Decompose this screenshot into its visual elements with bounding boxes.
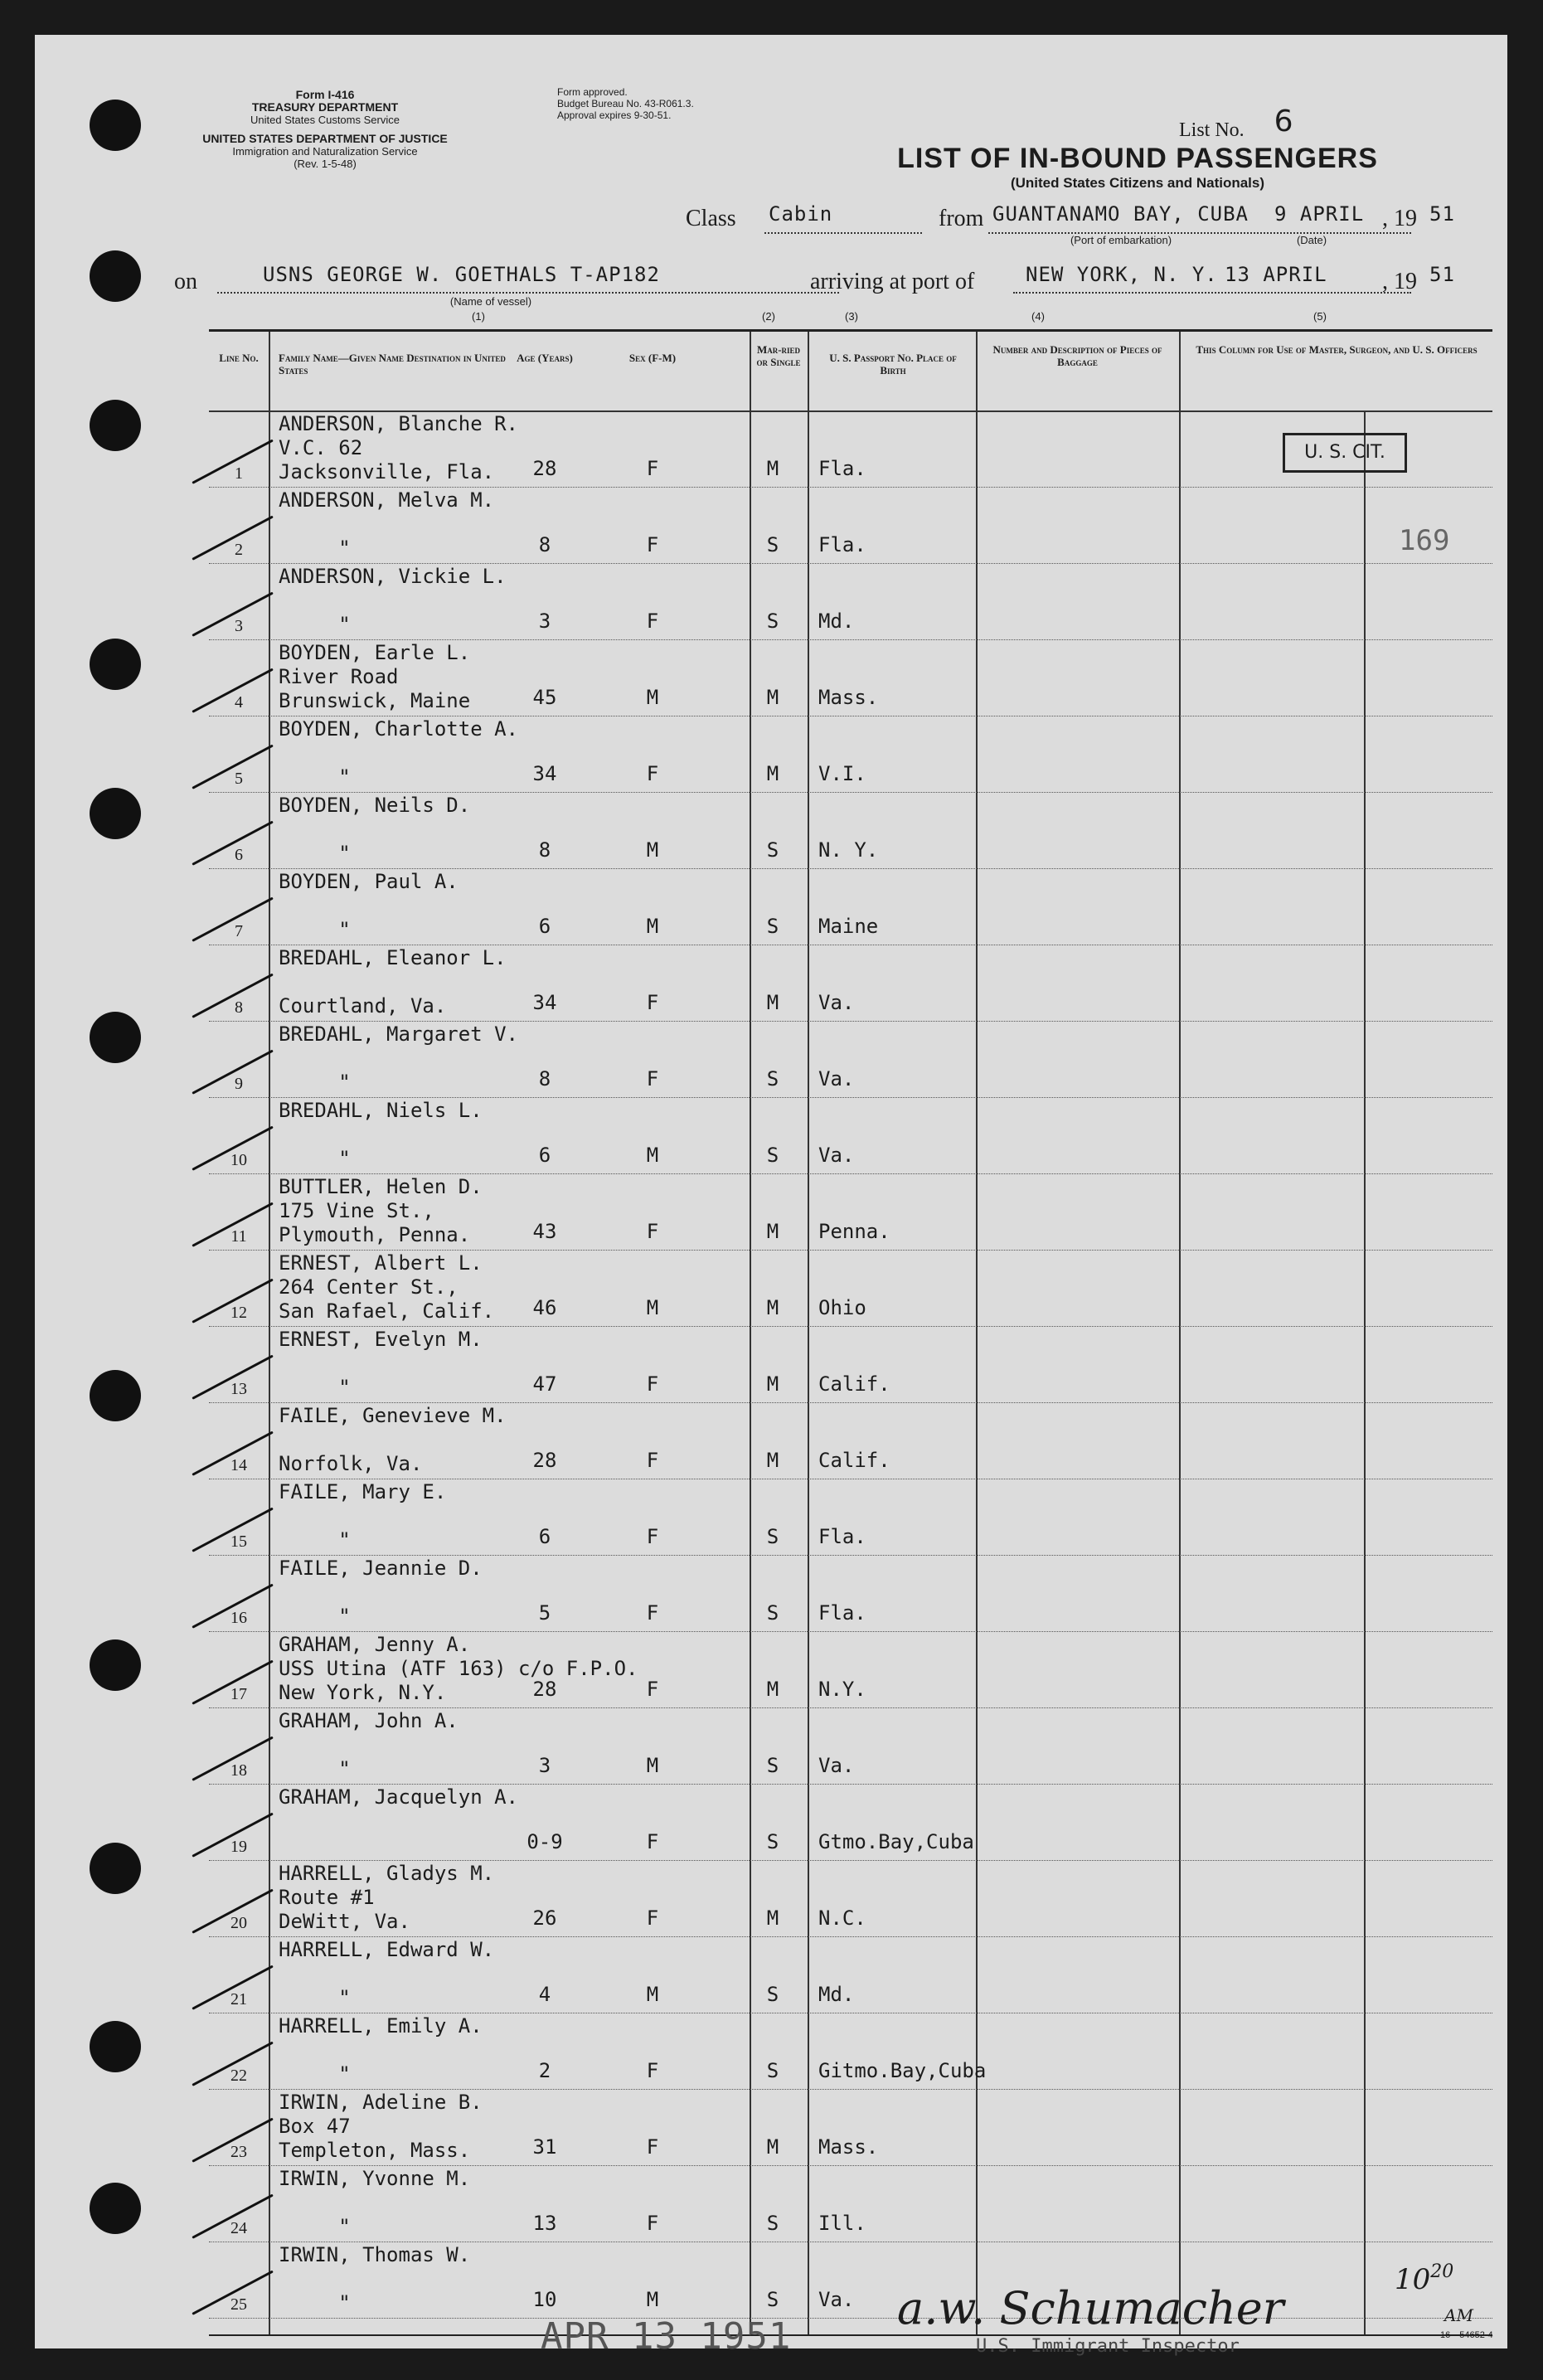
table-row xyxy=(209,1784,1492,1860)
age-cell: 0-9 xyxy=(526,1830,563,1853)
age-cell: 8 xyxy=(538,838,551,862)
subtitle-text: (United States Citizens and Nationals) xyxy=(1010,175,1265,191)
age-cell: 26 xyxy=(532,1906,557,1930)
marital-status-cell: S xyxy=(766,1144,779,1167)
approval-line: Budget Bureau No. 43-R061.3. xyxy=(557,98,694,109)
marital-status-cell: S xyxy=(766,610,779,633)
birthplace-cell: Gitmo.Bay,Cuba xyxy=(818,2059,987,2082)
sex-cell: F xyxy=(646,1067,659,1090)
marital-status-cell: M xyxy=(766,1296,779,1319)
table-row xyxy=(209,1173,1492,1250)
table-row xyxy=(209,1860,1492,1936)
passenger-name-destination: ERNEST, Evelyn M. " xyxy=(279,1328,483,1399)
page-count-number: 169 xyxy=(1399,524,1450,557)
line-number: 2 xyxy=(235,541,243,559)
arrival-year: 51 xyxy=(1429,263,1455,286)
header-sex: Sex (F-M) xyxy=(628,352,677,364)
time-ampm: AM xyxy=(1444,2305,1473,2325)
age-cell: 13 xyxy=(532,2212,557,2235)
class-field-line xyxy=(764,232,922,234)
vessel-field-line xyxy=(217,292,839,294)
birthplace-cell: Mass. xyxy=(818,2135,879,2159)
from-year-prefix: , 19 xyxy=(1382,206,1417,231)
table-row xyxy=(209,716,1492,792)
us-citizen-stamp: U. S. CIT. xyxy=(1283,433,1407,473)
manifest-page xyxy=(35,35,1507,2358)
line-number: 20 xyxy=(230,1914,247,1932)
marital-status-cell: S xyxy=(766,533,779,556)
title-text: LIST OF IN-BOUND PASSENGERS xyxy=(897,143,1378,174)
binder-hole xyxy=(90,639,141,690)
passenger-name-destination: BREDAHL, Niels L. " xyxy=(279,1099,483,1170)
line-number: 25 xyxy=(230,2295,247,2314)
header-name: Family Name—Given Name Destination in United States xyxy=(279,352,506,376)
line-number: 24 xyxy=(230,2219,247,2237)
age-cell: 34 xyxy=(532,762,557,785)
list-number xyxy=(1179,104,1293,143)
age-cell: 47 xyxy=(532,1372,557,1396)
birthplace-cell: N.C. xyxy=(818,1906,866,1930)
age-cell: 10 xyxy=(532,2288,557,2311)
age-cell: 8 xyxy=(538,1067,551,1090)
line-number: 13 xyxy=(230,1380,247,1398)
age-cell: 6 xyxy=(538,1525,551,1548)
arrival-year-prefix: , 19 xyxy=(1382,269,1417,294)
table-row xyxy=(209,1021,1492,1097)
binder-hole xyxy=(90,788,141,839)
line-number: 18 xyxy=(230,1761,247,1780)
vessel-caption: (Name of vessel) xyxy=(449,295,532,308)
passenger-name-destination: BREDAHL, Eleanor L. Courtland, Va. xyxy=(279,946,507,1018)
line-number: 22 xyxy=(230,2067,247,2085)
table-row xyxy=(209,1097,1492,1173)
birthplace-cell: Md. xyxy=(818,1983,855,2006)
passenger-name-destination: FAILE, Mary E. " xyxy=(279,1480,447,1552)
inspection-time xyxy=(1395,2261,1473,2329)
birthplace-cell: Va. xyxy=(818,1144,855,1167)
approval-line: Form approved. xyxy=(557,86,628,98)
sex-cell: F xyxy=(646,1678,659,1701)
age-cell: 2 xyxy=(538,2059,551,2082)
birthplace-cell: Md. xyxy=(818,610,855,633)
sex-cell: F xyxy=(646,762,659,785)
passenger-name-destination: FAILE, Jeannie D. " xyxy=(279,1557,483,1628)
table-row xyxy=(209,1479,1492,1555)
arrival-port: NEW YORK, N. Y. xyxy=(1026,263,1218,286)
binder-hole xyxy=(90,2021,141,2072)
revision: (Rev. 1-5-48) xyxy=(294,158,357,170)
date-caption: (Date) xyxy=(1296,234,1327,246)
birthplace-cell: Gtmo.Bay,Cuba xyxy=(818,1830,974,1853)
age-cell: 45 xyxy=(532,686,557,709)
age-cell: 3 xyxy=(538,1754,551,1777)
birthplace-cell: Mass. xyxy=(818,686,879,709)
marital-status-cell: S xyxy=(766,1754,779,1777)
table-row xyxy=(209,792,1492,868)
binder-hole xyxy=(90,1012,141,1063)
passenger-name-destination: BUTTLER, Helen D. 175 Vine St., Plymouth, Penna. xyxy=(279,1175,483,1246)
birthplace-cell: Calif. xyxy=(818,1372,890,1396)
table-row xyxy=(209,868,1492,945)
sex-cell: F xyxy=(646,2212,659,2235)
form-code: 16—54652-4 xyxy=(1440,2330,1493,2340)
passenger-name-destination: FAILE, Genevieve M. Norfolk, Va. xyxy=(279,1404,507,1475)
from-year: 51 xyxy=(1429,202,1455,226)
line-number: 5 xyxy=(235,770,243,788)
birthplace-cell: Penna. xyxy=(818,1220,890,1243)
birthplace-cell: Fla. xyxy=(818,1525,866,1548)
marital-status-cell: S xyxy=(766,838,779,862)
passenger-name-destination: GRAHAM, John A. " xyxy=(279,1709,459,1780)
col-number: (3) xyxy=(845,310,858,323)
table-row xyxy=(209,2013,1492,2089)
passenger-name-destination: BOYDEN, Neils D. " xyxy=(279,794,471,865)
line-number: 23 xyxy=(230,2143,247,2161)
age-cell: 34 xyxy=(532,991,557,1014)
sex-cell: F xyxy=(646,1906,659,1930)
passenger-name-destination: ANDERSON, Blanche R. V.C. 62 Jacksonville, Fla. xyxy=(279,412,518,483)
line-number: 7 xyxy=(235,922,243,940)
marital-status-cell: M xyxy=(766,1449,779,1472)
birthplace-cell: N.Y. xyxy=(818,1678,866,1701)
passenger-name-destination: BOYDEN, Earle L. River Road Brunswick, Maine xyxy=(279,641,471,712)
line-number: 12 xyxy=(230,1304,247,1322)
passenger-name-destination: HARRELL, Edward W. " xyxy=(279,1938,495,2009)
list-number-label: List No. xyxy=(1179,119,1245,141)
table-row xyxy=(209,1936,1492,2013)
sex-cell: F xyxy=(646,1372,659,1396)
passenger-table xyxy=(209,329,1492,2336)
col-number: (4) xyxy=(1031,310,1045,323)
age-cell: 46 xyxy=(532,1296,557,1319)
line-number: 3 xyxy=(235,617,243,635)
class-label: Class xyxy=(686,206,736,231)
line-number: 11 xyxy=(230,1227,247,1246)
binder-hole xyxy=(90,1843,141,1894)
marital-status-cell: M xyxy=(766,457,779,480)
passenger-name-destination: BOYDEN, Paul A. " xyxy=(279,870,459,941)
age-cell: 28 xyxy=(532,1449,557,1472)
birthplace-cell: Fla. xyxy=(818,457,866,480)
sex-cell: F xyxy=(646,1220,659,1243)
birthplace-cell: N. Y. xyxy=(818,838,879,862)
sex-cell: F xyxy=(646,2059,659,2082)
birthplace-cell: Ill. xyxy=(818,2212,866,2235)
treasury-dept: TREASURY DEPARTMENT xyxy=(251,100,399,114)
marital-status-cell: S xyxy=(766,915,779,938)
sex-cell: F xyxy=(646,1830,659,1853)
line-number: 16 xyxy=(230,1609,247,1627)
table-row xyxy=(209,2165,1492,2242)
sex-cell: M xyxy=(646,915,659,938)
birthplace-cell: Fla. xyxy=(818,1601,866,1625)
birthplace-cell: Fla. xyxy=(818,533,866,556)
age-cell: 31 xyxy=(532,2135,557,2159)
class-value: Cabin xyxy=(769,202,833,226)
binder-hole xyxy=(90,400,141,451)
binder-hole xyxy=(90,1370,141,1421)
time-hour: 10 xyxy=(1395,2263,1431,2296)
marital-status-cell: S xyxy=(766,2288,779,2311)
header-marital: Mar-ried or Single xyxy=(756,343,801,368)
header-officers: This Column for Use of Master, Surgeon, and U. S. Officers xyxy=(1196,343,1477,356)
embarkation-date: 9 APRIL xyxy=(1274,202,1365,226)
marital-status-cell: M xyxy=(766,686,779,709)
line-number: 9 xyxy=(235,1075,243,1093)
passenger-name-destination: ERNEST, Albert L. 264 Center St., San Rafael, Calif. xyxy=(279,1251,495,1323)
marital-status-cell: M xyxy=(766,991,779,1014)
sex-cell: F xyxy=(646,1601,659,1625)
sex-cell: F xyxy=(646,1525,659,1548)
passenger-name-destination: BREDAHL, Margaret V. " xyxy=(279,1022,518,1094)
line-number: 21 xyxy=(230,1990,247,2008)
marital-status-cell: S xyxy=(766,2059,779,2082)
from-label: from xyxy=(939,206,984,231)
header-baggage: Number and Description of Pieces of Baggage xyxy=(992,343,1162,368)
table-row xyxy=(209,1707,1492,1784)
line-number: 1 xyxy=(235,464,243,483)
inspector-title: U.S. Immigrant Inspector xyxy=(976,2336,1240,2357)
marital-status-cell: S xyxy=(766,1830,779,1853)
header-line-no: Line No. xyxy=(219,352,259,364)
approval-line: Approval expires 9-30-51. xyxy=(557,109,672,121)
age-cell: 8 xyxy=(538,533,551,556)
marital-status-cell: M xyxy=(766,1678,779,1701)
sex-cell: M xyxy=(646,1144,659,1167)
form-approval xyxy=(557,86,773,121)
age-cell: 43 xyxy=(532,1220,557,1243)
birthplace-cell: Va. xyxy=(818,1754,855,1777)
table-row xyxy=(209,1555,1492,1631)
vessel-name: USNS GEORGE W. GOETHALS T-AP182 xyxy=(263,263,660,286)
sex-cell: F xyxy=(646,2135,659,2159)
port-caption: (Port of embarkation) xyxy=(1070,234,1172,246)
binder-hole xyxy=(90,100,141,151)
sex-cell: F xyxy=(646,533,659,556)
table-row xyxy=(209,945,1492,1021)
line-number: 15 xyxy=(230,1532,247,1551)
row-divider xyxy=(209,2318,1492,2319)
passenger-name-destination: IRWIN, Thomas W. " xyxy=(279,2243,471,2314)
table-row xyxy=(209,1326,1492,1402)
sex-cell: M xyxy=(646,1296,659,1319)
customs-service: United States Customs Service xyxy=(250,114,400,126)
arrival-date-stamp: APR 13 1951 xyxy=(541,2315,792,2358)
list-number-value: 6 xyxy=(1274,104,1293,138)
sex-cell: F xyxy=(646,610,659,633)
arrival-field-line xyxy=(1013,292,1411,294)
sex-cell: F xyxy=(646,1449,659,1472)
arrival-date: 13 APRIL xyxy=(1225,263,1327,286)
table-row xyxy=(209,1402,1492,1479)
age-cell: 28 xyxy=(532,1678,557,1701)
marital-status-cell: M xyxy=(766,762,779,785)
sex-cell: M xyxy=(646,838,659,862)
header-passport: U. S. Passport No. Place of Birth xyxy=(829,352,957,376)
age-cell: 6 xyxy=(538,915,551,938)
passenger-name-destination: HARRELL, Emily A. " xyxy=(279,2014,483,2086)
line-number: 4 xyxy=(235,693,243,712)
birthplace-cell: Va. xyxy=(818,1067,855,1090)
ins-service: Immigration and Naturalization Service xyxy=(232,145,418,158)
time-minute: 20 xyxy=(1430,2261,1454,2282)
table-row xyxy=(209,2089,1492,2165)
form-header-left xyxy=(176,89,474,170)
age-cell: 3 xyxy=(538,610,551,633)
sex-cell: F xyxy=(646,457,659,480)
embarkation-port: GUANTANAMO BAY, CUBA xyxy=(992,202,1249,226)
marital-status-cell: S xyxy=(766,1601,779,1625)
line-number: 19 xyxy=(230,1838,247,1856)
inspector-signature: a.w. Schumacher xyxy=(897,2282,1284,2334)
col-number: (5) xyxy=(1313,310,1327,323)
marital-status-cell: M xyxy=(766,1906,779,1930)
passenger-name-destination: GRAHAM, Jacquelyn A. xyxy=(279,1785,518,1809)
table-row xyxy=(209,563,1492,639)
line-number: 6 xyxy=(235,846,243,864)
passenger-name-destination: ANDERSON, Vickie L. " xyxy=(279,565,507,636)
birthplace-cell: Ohio xyxy=(818,1296,866,1319)
age-cell: 5 xyxy=(538,1601,551,1625)
marital-status-cell: M xyxy=(766,1220,779,1243)
binder-hole xyxy=(90,2183,141,2234)
marital-status-cell: S xyxy=(766,2212,779,2235)
header-age: Age (Years) xyxy=(517,352,573,364)
passenger-name-destination: IRWIN, Adeline B. Box 47 Templeton, Mass. xyxy=(279,2091,483,2162)
table-row xyxy=(209,1631,1492,1707)
table-row xyxy=(209,1250,1492,1326)
passenger-name-destination: ANDERSON, Melva M. " xyxy=(279,488,495,560)
birthplace-cell: Va. xyxy=(818,2288,855,2311)
line-number: 14 xyxy=(230,1456,247,1474)
marital-status-cell: M xyxy=(766,1372,779,1396)
age-cell: 6 xyxy=(538,1144,551,1167)
on-label: on xyxy=(174,269,197,294)
line-number: 10 xyxy=(230,1151,247,1169)
birthplace-cell: Calif. xyxy=(818,1449,890,1472)
line-number: 17 xyxy=(230,1685,247,1703)
form-number: Form I-416 xyxy=(295,88,355,101)
binder-hole xyxy=(90,1639,141,1691)
marital-status-cell: S xyxy=(766,1983,779,2006)
sex-cell: M xyxy=(646,1754,659,1777)
passenger-name-destination: IRWIN, Yvonne M. " xyxy=(279,2167,471,2238)
marital-status-cell: S xyxy=(766,1525,779,1548)
passenger-name-destination: BOYDEN, Charlotte A. " xyxy=(279,717,518,789)
marital-status-cell: M xyxy=(766,2135,779,2159)
document-title xyxy=(881,143,1395,192)
marital-status-cell: S xyxy=(766,1067,779,1090)
birthplace-cell: Va. xyxy=(818,991,855,1014)
sex-cell: M xyxy=(646,686,659,709)
birthplace-cell: V.I. xyxy=(818,762,866,785)
sex-cell: M xyxy=(646,1983,659,2006)
birthplace-cell: Maine xyxy=(818,915,879,938)
arriving-label: arriving at port of xyxy=(810,269,975,294)
binder-hole xyxy=(90,250,141,302)
col-number: (2) xyxy=(762,310,775,323)
age-cell: 4 xyxy=(538,1983,551,2006)
table-row xyxy=(209,487,1492,563)
passenger-name-destination: GRAHAM, Jenny A. USS Utina (ATF 163) c/o F.P.O. New York, N.Y. xyxy=(279,1633,638,1704)
age-cell: 28 xyxy=(532,457,557,480)
line-number: 8 xyxy=(235,998,243,1017)
col-number: (1) xyxy=(472,310,485,323)
passenger-name-destination: HARRELL, Gladys M. Route #1 DeWitt, Va. xyxy=(279,1862,495,1933)
sex-cell: M xyxy=(646,2288,659,2311)
table-row xyxy=(209,639,1492,716)
justice-dept: UNITED STATES DEPARTMENT OF JUSTICE xyxy=(202,132,448,145)
sex-cell: F xyxy=(646,991,659,1014)
table-row xyxy=(209,2242,1492,2318)
